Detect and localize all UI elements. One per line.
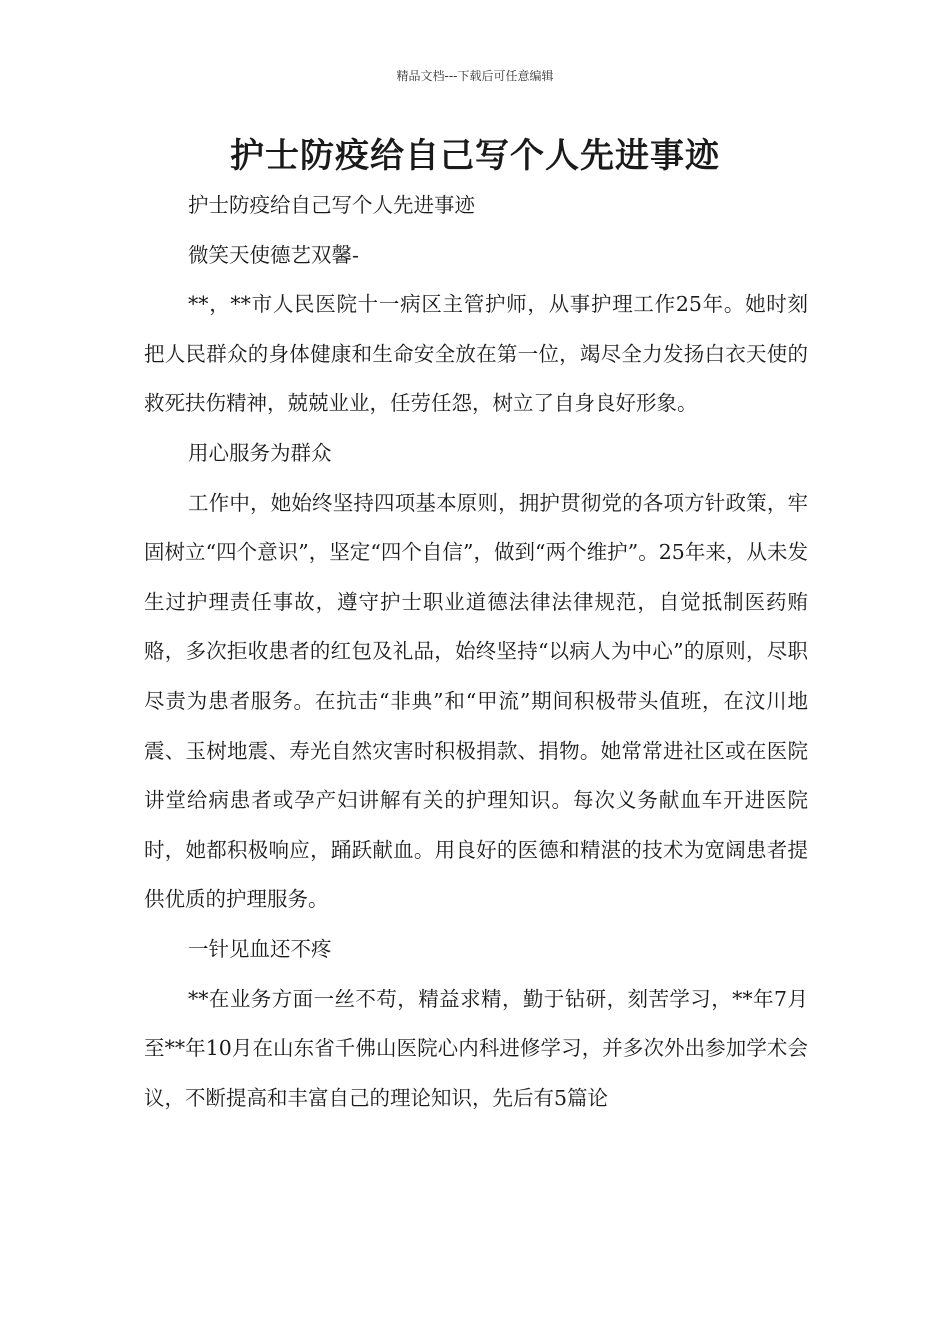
section-heading-skill: 一针见血还不疼: [188, 936, 332, 961]
document-body: [144, 181, 808, 1123]
paragraph-service: 工作中，她始终坚持四项基本原则，拥护贯彻党的各项方针政策，牢固树立“四个意识”，坚定“四个自信”，做到“两个维护”。25年来，从未发生过护理责任事故，遵守护士职业道德法律法律规范，自觉抵制医药贿赂，多次拒收患者的红包及礼品，始终坚持“以病人为中心”的原则，尽职尽责为患者服务。在抗击“非典”和“甲流”期间积极带头值班，在汶川地震、玉树地震、寿光自然灾害时积极捐款、捐物。她常常进社区或在医院讲堂给病患者或孕产妇讲解有关的护理知识。每次义务献血车开进医院时，她都积极响应，踊跃献血。用良好的医德和精湛的技术为宽阔患者提供优质的护理服务。: [144, 490, 808, 912]
section-heading-service: 用心服务为群众: [188, 440, 332, 465]
paragraph-subtitle: 护士防疫给自己写个人先进事迹: [188, 193, 475, 217]
document-title: 护士防疫给自己写个人先进事迹: [230, 136, 720, 176]
page-header-note: 精品文档---下载后可任意编辑: [396, 69, 554, 83]
paragraph-intro: **，**市人民医院十一病区主管护师，从事护理工作25年。她时刻把人民群众的身体健康和生命安全放在第一位，竭尽全力发扬白衣天使的救死扶伤精神，兢兢业业，任劳任怨，树立了自身良好形象。: [144, 292, 808, 416]
paragraph-tagline: 微笑天使德艺双馨-: [188, 242, 359, 267]
paragraph-skill: **在业务方面一丝不苟，精益求精，勤于钻研，刻苦学习，**年7月至**年10月在山东省千佛山医院心内科进修学习，并多次外出参加学术会议，不断提高和丰富自己的理论知识，先后有5篇论: [144, 986, 808, 1110]
